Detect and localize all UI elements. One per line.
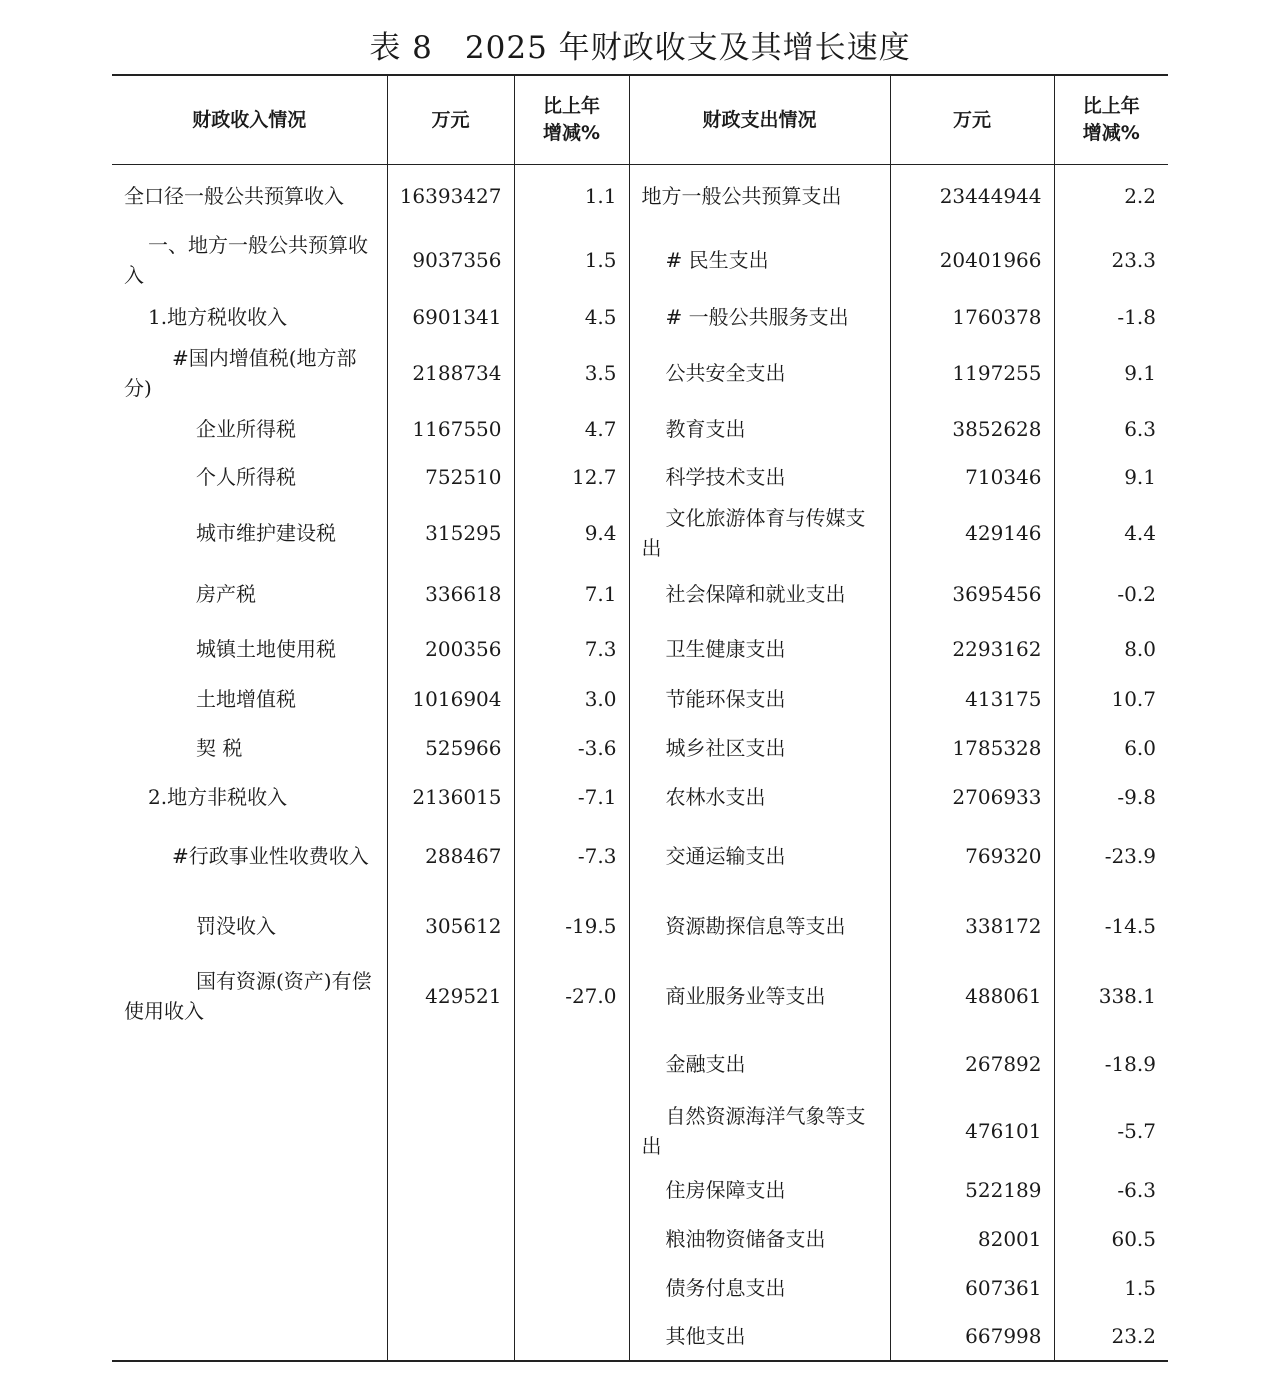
- expense-item-cell: 住房保障支出: [629, 1165, 890, 1215]
- income-item-cell: [112, 1165, 387, 1215]
- expense-growth-cell: 2.2: [1124, 183, 1156, 208]
- income-item-cell: 城市维护建设税: [112, 501, 387, 565]
- expense-growth-cell: -5.7: [1117, 1118, 1156, 1143]
- income-growth-cell: -27.0: [514, 961, 629, 1031]
- income-growth-cell: 9.4: [514, 501, 629, 565]
- table-row: [112, 723, 1168, 773]
- expense-growth-cell: 6.0: [1124, 735, 1156, 760]
- table-row: [112, 1215, 1168, 1263]
- expense-value-cell: 1785328: [890, 723, 1054, 773]
- expense-item-cell: 节能环保支出: [629, 675, 890, 723]
- income-value-cell: 1016904: [387, 675, 514, 723]
- expense-growth-cell: 8.0: [1124, 636, 1156, 661]
- expense-value-cell: 267892: [890, 1031, 1054, 1097]
- expense-growth-cell: 338.1: [1098, 983, 1156, 1008]
- income-growth-cell: 4.7: [514, 405, 629, 453]
- table-row: [112, 565, 1168, 623]
- header-income-item: 财政收入情况: [112, 75, 387, 165]
- expense-growth-cell: 10.7: [1111, 686, 1156, 711]
- income-value-cell: [387, 1031, 514, 1097]
- expense-item-cell: 商业服务业等支出: [629, 961, 890, 1031]
- expense-item-cell: 粮油物资储备支出: [629, 1215, 890, 1263]
- expense-value-cell: 476101: [890, 1097, 1054, 1165]
- expense-value-cell: 488061: [890, 961, 1054, 1031]
- income-growth-cell: 7.3: [514, 623, 629, 675]
- table-row: [112, 227, 1168, 293]
- expense-item-cell: 地方一般公共预算支出: [629, 165, 890, 227]
- income-value-cell: 9037356: [387, 227, 514, 293]
- table-row: [112, 1165, 1168, 1215]
- expense-item-cell: 农林水支出: [629, 773, 890, 821]
- income-value-cell: 315295: [387, 501, 514, 565]
- income-item-cell: [112, 1031, 387, 1097]
- expense-growth-cell: -1.8: [1117, 304, 1156, 329]
- income-growth-cell: -3.6: [514, 723, 629, 773]
- expense-growth-cell: -23.9: [1104, 843, 1156, 868]
- expense-growth-cell: 9.1: [1124, 360, 1156, 385]
- expense-growth-cell: -14.5: [1104, 913, 1156, 938]
- income-item-cell: [112, 1313, 387, 1361]
- income-value-cell: 16393427: [387, 165, 514, 227]
- expense-value-cell: 769320: [890, 821, 1054, 891]
- expense-item-cell: 资源勘探信息等支出: [629, 891, 890, 961]
- table-row: [112, 675, 1168, 723]
- income-growth-cell: [514, 1215, 629, 1263]
- header-expense-growth: 比上年增减%: [1054, 75, 1168, 165]
- header-income-growth: 比上年增减%: [514, 75, 629, 165]
- expense-value-cell: 522189: [890, 1165, 1054, 1215]
- income-value-cell: 305612: [387, 891, 514, 961]
- table-row: [112, 405, 1168, 453]
- expense-value-cell: 429146: [890, 501, 1054, 565]
- income-value-cell: [387, 1313, 514, 1361]
- expense-item-cell: 社会保障和就业支出: [629, 565, 890, 623]
- income-value-cell: 2188734: [387, 341, 514, 405]
- income-growth-cell: -7.3: [514, 821, 629, 891]
- header-row: [112, 75, 1168, 165]
- expense-item-cell: 城乡社区支出: [629, 723, 890, 773]
- income-item-cell: 2.地方非税收入: [112, 773, 387, 821]
- expense-item-cell: # 一般公共服务支出: [629, 293, 890, 341]
- expense-value-cell: 1197255: [890, 341, 1054, 405]
- table-title: 表 8 2025 年财政收支及其增长速度: [369, 30, 911, 66]
- expense-item-cell: 公共安全支出: [629, 341, 890, 405]
- income-item-cell: 个人所得税: [112, 453, 387, 501]
- expense-growth-cell: 6.3: [1124, 416, 1156, 441]
- expense-value-cell: 413175: [890, 675, 1054, 723]
- table-row: [112, 961, 1168, 1031]
- income-growth-cell: 3.5: [514, 341, 629, 405]
- table-row: [112, 1097, 1168, 1165]
- expense-value-cell: 1760378: [890, 293, 1054, 341]
- income-growth-cell: [514, 1031, 629, 1097]
- income-value-cell: 429521: [387, 961, 514, 1031]
- table-row: [112, 165, 1168, 227]
- expense-value-cell: 2293162: [890, 623, 1054, 675]
- income-growth-cell: [514, 1165, 629, 1215]
- header-income-unit: 万元: [387, 75, 514, 165]
- table-row: [112, 453, 1168, 501]
- income-value-cell: 200356: [387, 623, 514, 675]
- fiscal-table: [112, 74, 1168, 1362]
- income-item-cell: 一、地方一般公共预算收入: [112, 227, 387, 293]
- expense-growth-cell: -6.3: [1117, 1177, 1156, 1202]
- expense-growth-cell: 4.4: [1124, 520, 1156, 545]
- income-growth-cell: [514, 1097, 629, 1165]
- table-row: [112, 293, 1168, 341]
- income-growth-cell: 4.5: [514, 293, 629, 341]
- income-value-cell: 1167550: [387, 405, 514, 453]
- expense-value-cell: 20401966: [890, 227, 1054, 293]
- expense-value-cell: 710346: [890, 453, 1054, 501]
- income-item-cell: #国内增值税(地方部分): [112, 341, 387, 405]
- income-item-cell: 1.地方税收收入: [112, 293, 387, 341]
- header-expense-unit: 万元: [890, 75, 1054, 165]
- income-value-cell: 6901341: [387, 293, 514, 341]
- income-growth-cell: 1.1: [514, 165, 629, 227]
- expense-item-cell: 自然资源海洋气象等支出: [629, 1097, 890, 1165]
- table-row: [112, 341, 1168, 405]
- table-row: [112, 1313, 1168, 1361]
- income-item-cell: #行政事业性收费收入: [112, 821, 387, 891]
- income-growth-cell: [514, 1263, 629, 1313]
- expense-value-cell: 2706933: [890, 773, 1054, 821]
- expense-value-cell: 82001: [890, 1215, 1054, 1263]
- expense-item-cell: 债务付息支出: [629, 1263, 890, 1313]
- expense-item-cell: 交通运输支出: [629, 821, 890, 891]
- income-value-cell: 752510: [387, 453, 514, 501]
- header-expense-item: 财政支出情况: [629, 75, 890, 165]
- expense-item-cell: 其他支出: [629, 1313, 890, 1361]
- income-growth-cell: 3.0: [514, 675, 629, 723]
- income-value-cell: [387, 1215, 514, 1263]
- income-growth-cell: -19.5: [514, 891, 629, 961]
- expense-growth-cell: -18.9: [1104, 1051, 1156, 1076]
- table-row: [112, 501, 1168, 565]
- income-growth-cell: 7.1: [514, 565, 629, 623]
- income-item-cell: [112, 1263, 387, 1313]
- expense-value-cell: 3852628: [890, 405, 1054, 453]
- expense-growth-cell: -0.2: [1117, 581, 1156, 606]
- expense-value-cell: 607361: [890, 1263, 1054, 1313]
- expense-item-cell: 教育支出: [629, 405, 890, 453]
- income-item-cell: 全口径一般公共预算收入: [112, 165, 387, 227]
- income-item-cell: 城镇土地使用税: [112, 623, 387, 675]
- income-value-cell: [387, 1263, 514, 1313]
- income-item-cell: 土地增值税: [112, 675, 387, 723]
- expense-growth-cell: 9.1: [1124, 464, 1156, 489]
- expense-item-cell: 科学技术支出: [629, 453, 890, 501]
- income-growth-cell: 12.7: [514, 453, 629, 501]
- table-row: [112, 821, 1168, 891]
- income-value-cell: [387, 1165, 514, 1215]
- expense-item-cell: 卫生健康支出: [629, 623, 890, 675]
- expense-growth-cell: 23.2: [1111, 1324, 1156, 1348]
- expense-value-cell: 23444944: [890, 165, 1054, 227]
- income-growth-cell: -7.1: [514, 773, 629, 821]
- expense-item-cell: 文化旅游体育与传媒支出: [629, 501, 890, 565]
- expense-growth-cell: 60.5: [1111, 1226, 1156, 1251]
- table-body: [112, 165, 1168, 1361]
- income-item-cell: 房产税: [112, 565, 387, 623]
- income-item-cell: [112, 1097, 387, 1165]
- expense-value-cell: 338172: [890, 891, 1054, 961]
- expense-item-cell: # 民生支出: [629, 227, 890, 293]
- table-row: [112, 1031, 1168, 1097]
- expense-growth-cell: -9.8: [1117, 784, 1156, 809]
- expense-growth-cell: 1.5: [1124, 1275, 1156, 1300]
- income-value-cell: 336618: [387, 565, 514, 623]
- income-value-cell: [387, 1097, 514, 1165]
- expense-growth-cell: 23.3: [1111, 247, 1156, 272]
- table-row: [112, 891, 1168, 961]
- income-growth-cell: 1.5: [514, 227, 629, 293]
- table-row: [112, 623, 1168, 675]
- table-row: [112, 773, 1168, 821]
- income-growth-cell: [514, 1313, 629, 1361]
- income-value-cell: 288467: [387, 821, 514, 891]
- income-item-cell: 契 税: [112, 723, 387, 773]
- income-value-cell: 525966: [387, 723, 514, 773]
- income-item-cell: 罚没收入: [112, 891, 387, 961]
- income-item-cell: 国有资源(资产)有偿使用收入: [112, 961, 387, 1031]
- expense-value-cell: 667998: [890, 1313, 1054, 1361]
- expense-item-cell: 金融支出: [629, 1031, 890, 1097]
- income-item-cell: [112, 1215, 387, 1263]
- income-value-cell: 2136015: [387, 773, 514, 821]
- expense-value-cell: 3695456: [890, 565, 1054, 623]
- income-item-cell: 企业所得税: [112, 405, 387, 453]
- table-row: [112, 1263, 1168, 1313]
